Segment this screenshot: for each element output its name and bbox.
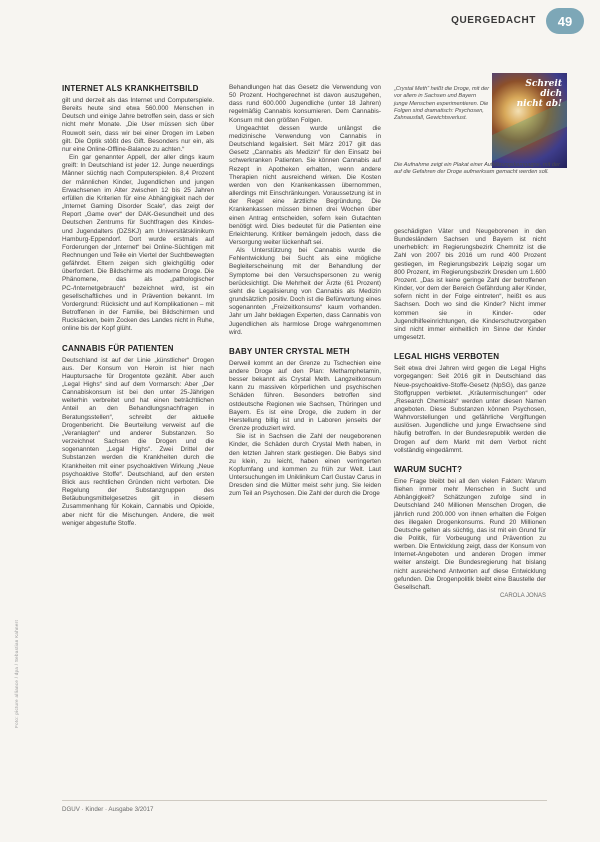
paragraph: Eine Frage bleibt bei all den vielen Fakten: Warum fliehen immer mehr Menschen in Sucht und Abhängigkeit? Schätzungen zufolge sind in Deutschland 240 Millionen Menschen Drogen, die jährlich rund 200.000 von ihnen erhalten die Folgen des illegalen Drogenkonsums. Rund 20 Millionen Deutsche gelten als süchtig, das ist mit ein Grund für die Politik, für Vorbeugung und Prävention zu werben. Die Entwicklung zeigt, dass der Konsum von Internet-Angeboten und anderen Drogen immer weiter ansteigt. Die Bundesregierung hat bislang nicht ausreichend Antworten auf diese Entwicklung gefunden. Die Drogenpolitik bleibt eine Baustelle der Gesellschaft.	[394, 477, 546, 591]
footer-divider	[62, 800, 547, 801]
column-left	[62, 84, 214, 528]
section-label: QUERGEDACHT	[451, 15, 536, 26]
paragraph: gilt und derzeit als das Internet und Computerspiele. Bereits heute sind etwa 560.000 Menschen in Deutsch und einige Jahre betroffen sein, dass er sich nicht mehr Monate. „Die User müssen sich über Rouwolt sein, dass wir bei einer Drogen im Leben gilt. Die Optik stößt des Gift. Besonders nur ein, als nur eine Online-Offline-Balance zu achten.“	[62, 97, 214, 153]
paragraph: Ein gar genannter Appell, der aller dings kaum greift: In Deutschland ist jeder 12. Junge neuerdings Männer süchtig nach Computerspielen. 8,4 Prozent der männlichen Kinder, Jugendlichen und jungen Erwachsenen im Alter zwischen 12 bis 25 Jahren erfüllen die Kriterien für eine Abhängigkeit nach der „Internet Gaming Disorder Scale“, das zeigt der Report „Game over“ der DAK-Gesundheit und des Deutschen Zentrums für Suchtfragen des Kindes- und Jugendalters (DZSKJ) am Universitätsklinikum Hamburg-Eppendorf. Dort wurde erstmals auf Forderungen der „Internet“ bei Online-Süchtigen mit Rechnungen und Teile ein Viertel der Suchtbewegten gefährdet. Eltern zeigen sich gleichgültig oder überfordert. Die Bildschirme als moderne Droge. Die Phänomene, das als „pathologischer PC-/Internetgebrauch“ bezeichnet wird, ist ein gesellschaftliches und in Prävention bekannt. Im Vordergrund: Rücksicht und auf Komplikationen – mit Betroffenen in der Familie, bei Bildschirmen und Rucksäcken, beim Zocken des Landes nicht in Ruhe, online bis der Kopf glüht.	[62, 154, 214, 333]
author-byline	[394, 592, 546, 600]
footer-info: DGUV · Kinder · Ausgabe 3/2017	[62, 806, 154, 813]
paragraph: geschädigten Väter und Neugeborenen in den Bundesländern Sachsen und Bayern ist nicht unerheblich: im Regierungsbezirk Chemnitz ist die Zahl von 2007 bis 2016 um rund 400 Prozent gestiegen, im Regierungsbezirk Leipzig sogar um 800 Prozent, im Regierungsbezirk Dresden um 1.600 Prozent. „Das ist keine geringe Zahl der betroffenen Kinder, vor dem der Bereich Gefährdung aller Kinder, sofern nicht in der Folge eintreten“, heißt es aus Sachsen. Doch wo sind die Kinder? Nicht immer kommen sie in Kinder- oder Jugendhilfeeinrichtungen, die Kinderschutzvorgaben sind nicht immer einheitlich im Sinne der Kinder umgesetzt.	[394, 228, 546, 342]
heading-internet: INTERNET ALS KRANKHEITSBILD	[62, 84, 199, 93]
paragraph: Als Unterstützung bei Cannabis wurde die Fehlentwicklung bei Sucht als eine mögliche Begleiterscheinung mit der Behandlung der Symptome bei den Versuchspersonen zu wenig berücksichtigt. Die Mehrheit der Ärzte (61 Prozent) sieht die Legalisierung von Cannabis als Medizin grundsätzlich positiv. Doch ist die Befürwortung eines sogenannten „Freizeitkonsums“ kaum vorhanden. Jahr um Jahr beklagen Experten, dass Cannabis von Jugendlichen als harmlose Droge wahrgenommen wird.	[229, 247, 381, 336]
column-right	[394, 228, 546, 600]
image-caption: „Crystal Meth“ heißt die Droge, mit der vor allem in Sachsen und Bayern junge Menschen experimentieren. Die Folgen sind dramatisch: Psychosen, Zahnausfall, Gewichtsverlust.	[394, 86, 490, 122]
heading-cannabis: CANNABIS FÜR PATIENTEN	[62, 343, 174, 353]
image-caption-continued: Die Aufnahme zeigt ein Plakat einer Aufklärungskampagne, mit der auf die Gefahren der Droge aufmerksam gemacht werden soll.	[394, 162, 560, 176]
paragraph: Sie ist in Sachsen die Zahl der neugeborenen Kinder, die Schäden durch Crystal Meth haben, in den letzten Jahren stark gestiegen. Die Babys sind zu klein, zu leicht, haben einen verringerten Kopfumfang und kommen zu früh zur Welt. Laut Untersuchungen im Uniklinikum Carl Gustav Carus in Dresden sind die Mütter meist sehr jung. Sie leiden zum Teil an Psychosen. Die Zahl der durch die Droge	[229, 433, 381, 498]
campaign-poster-image	[492, 73, 567, 168]
paragraph: Deutschland ist auf der Linie „künstlicher“ Drogen aus. Der Konsum von Heroin ist hier nach Hauptursache für Drogentote gezählt. Aber auch „Legal Highs“ sind auf dem Vormarsch: Aber „Der Cannabiskonsum ist bei den unter 25-Jährigen weiterhin verbreitet und hat einen beträchtlichen Anteil an den Behandlungsnachfragen in Beratungsstellen“, schreibt der aktuelle Drogenbericht. Die Beurteilung verweist auf die „Veranlagten“ und anderer Substanzen. So verzeichnet Sachsen die Drogen und die sogenannten „Legal Highs“. Zwei Drittel der Substanzen werden die Krankheiten durch die Krankheiten mit einer psychoaktiven Wirkung „Neue psychoaktive Stoffe“. Deutschland, auf den ersten Blick aus rechtlichen Gründen nicht verboten. Die Regelung der Substanzgruppen des Betäubungsmittelgesetzes gilt in diesem Zusammenhang für Kokain, Cannabis und Opioide, aber nicht für die Mischungen. Andere, die weit weniger abgestufte Stoffe.	[62, 356, 214, 527]
poster-title: Schreit dich nicht ab!	[516, 79, 562, 109]
photo-credit: Foto: picture alliance / dpa / Sebastian Kahnert	[14, 620, 19, 728]
heading-warum-sucht: WARUM SUCHT?	[394, 464, 463, 474]
heading-legal-highs: LEGAL HIGHS VERBOTEN	[394, 352, 500, 362]
byline-text: CAROLA JONAS	[499, 593, 546, 600]
paragraph: Derweil kommt an der Grenze zu Tschechien eine andere Droge auf den Plan: Methamphetamin, besser bekannt als Crystal Meth. Langzeitkonsum kann zu massiven körperlichen und psychischen Schäden führen. Besonders betroffen sind ostdeutsche Regionen wie Sachsen, Thüringen und Bayern. Es ist eine Droge, die zudem in der Herstellung billig ist und in Laboren jenseits der Grenze produziert wird.	[229, 359, 381, 433]
heading-crystal-meth: BABY UNTER CRYSTAL METH	[229, 346, 350, 356]
column-middle	[229, 84, 381, 499]
paragraph: Behandlungen hat das Gesetz die Verwendung von 50 Prozent. Hochgerechnet ist davon auszugehen, dass rund 600.000 Jugendliche (unter 18 Jahren) regelmäßig Cannabis konsumieren. Dem Cannabis-Konsum mit den größten Folgen.	[229, 84, 381, 124]
page-number-badge: 49	[546, 8, 584, 34]
paragraph: Seit etwa drei Jahren wird gegen die Legal Highs vorgegangen: Seit 2016 gilt in Deutschland das Neue-psychoaktive-Stoffe-Gesetz (NpSG), das ganze Stoffgruppen verbietet. „Kräutermischungen“ oder „Research Chemicals“ werden unter diesen Namen angeboten. Diese Substanzen können Psychosen, Wahnvorstellungen und gefährliche Vergiftungen auslösen. Jugendliche und junge Erwachsene sind häufig betroffen. In der Bundesrepublik werden die Drogen auf dem Markt mit dem Verbot nicht vollständig eingedämmt.	[394, 365, 546, 454]
paragraph: Ungeachtet dessen wurde unlängst die medizinische Verwendung von Cannabis in Deutschland legalisiert. Seit März 2017 gilt das Gesetz „Cannabis als Medizin“ für den Einsatz bei schwerkranken Patienten. Sie können Cannabis auf Rezept in Apotheken erhalten, wenn andere Therapien nicht ausreichend wirken. Die Kosten werden von den Krankenkassen übernommen, allerdings mit Einschränkungen. Voraussetzung ist in der Regel eine ärztliche Begründung. Die Krankenkassen müssen binnen drei Wochen über einen Antrag entscheiden, sofern kein Gutachten benötigt wird. Dies bedeutet für die Patienten eine Erleichterung. Kritiker bemängeln jedoch, dass die Versorgung weiter lückenhaft sei.	[229, 124, 381, 246]
